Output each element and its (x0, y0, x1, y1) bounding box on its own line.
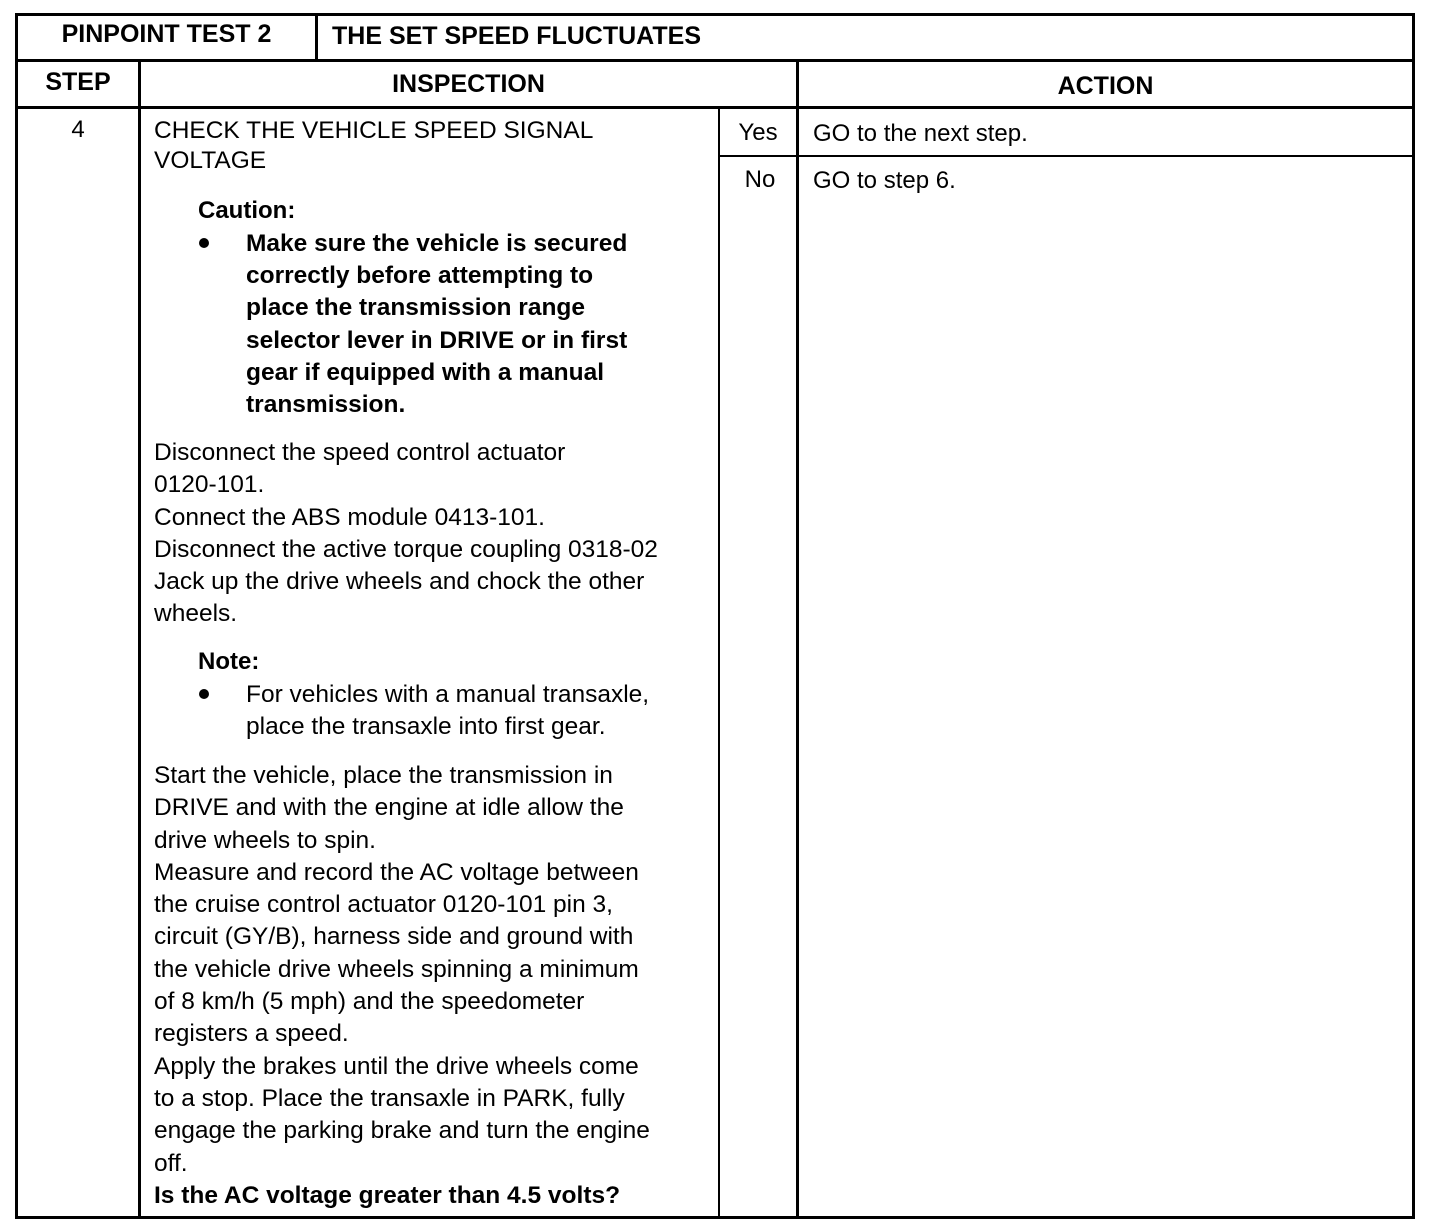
caution-text (246, 228, 627, 421)
action-col-rule (796, 59, 799, 1219)
note-line: For vehicles with a manual transaxle, (246, 681, 650, 708)
procedure-line: the vehicle drive wheels spinning a minimum (154, 955, 639, 983)
caution-line: selector lever in DRIVE or in first (246, 326, 628, 354)
procedure-line: wheels. (154, 600, 238, 628)
caution-bullet (199, 238, 209, 248)
procedure-line: registers a speed. (154, 1020, 349, 1048)
border-top (15, 13, 1415, 16)
procedure-line: Start the vehicle, place the transmission in (154, 762, 613, 789)
procedure-line: circuit (GY/B), harness side and ground with (154, 923, 634, 951)
procedure-line: 0120-101. (154, 471, 265, 499)
procedure-steps-b (154, 760, 720, 1212)
procedure-line: engage the parking brake and turn the engine (154, 1117, 650, 1145)
procedure-line: the cruise control actuator 0120-101 pin 3, (154, 891, 613, 919)
procedure-line: DRIVE and with the engine at idle allow the (154, 794, 624, 822)
note-label: Note: (198, 648, 260, 675)
test-label: PINPOINT TEST 2 (61, 20, 272, 48)
note-line: place the transaxle into first gear. (246, 713, 606, 741)
step-col-rule (138, 59, 141, 1219)
inspection-title-line: CHECK THE VEHICLE SPEED SIGNAL (154, 117, 594, 144)
procedure-line: Disconnect the speed control actuator (154, 439, 566, 466)
answer-no: No (744, 166, 776, 193)
procedure-line: off. (154, 1149, 188, 1177)
inspection-title (154, 115, 720, 178)
procedure-line: Jack up the drive wheels and chock the other (154, 568, 645, 596)
procedure-line: Measure and record the AC voltage between (154, 858, 639, 886)
action-yes: GO to the next step. (813, 120, 1028, 147)
caution-line: transmission. (246, 391, 406, 419)
procedure-line: Apply the brakes until the drive wheels come (154, 1052, 639, 1080)
procedure-line: drive wheels to spin. (154, 826, 376, 854)
column-header-inspection: INSPECTION (392, 70, 545, 98)
inspection-question: Is the AC voltage greater than 4.5 volts? (154, 1181, 621, 1209)
action-no: GO to step 6. (813, 167, 956, 194)
header-bottom-rule (15, 106, 1415, 109)
step-number: 4 (71, 116, 85, 143)
procedure-line: Disconnect the active torque coupling 0318-02 (154, 535, 658, 563)
note-text (246, 679, 649, 744)
caution-line: place the transmission range (246, 294, 586, 322)
border-left (15, 13, 18, 1219)
column-header-action: ACTION (1057, 72, 1154, 100)
caution-label: Caution: (198, 197, 296, 224)
inspection-title-line: VOLTAGE (154, 147, 267, 175)
border-right (1412, 13, 1415, 1219)
procedure-steps-a (154, 437, 720, 631)
caution-line: Make sure the vehicle is secured (246, 230, 628, 257)
procedure-line: Connect the ABS module 0413-101. (154, 503, 545, 531)
caution-line: gear if equipped with a manual (246, 358, 605, 386)
test-title: THE SET SPEED FLUCTUATES (332, 22, 702, 50)
title-divider (315, 13, 318, 59)
note-bullet (199, 689, 209, 699)
column-header-step: STEP (45, 68, 111, 96)
caution-line: correctly before attempting to (246, 262, 594, 290)
title-bottom-rule (15, 59, 1415, 62)
yes-no-rule (718, 155, 1415, 157)
procedure-line: to a stop. Place the transaxle in PARK, fully (154, 1084, 625, 1112)
answer-yes: Yes (738, 119, 778, 146)
procedure-line: of 8 km/h (5 mph) and the speedometer (154, 988, 585, 1016)
border-bottom (15, 1216, 1415, 1219)
